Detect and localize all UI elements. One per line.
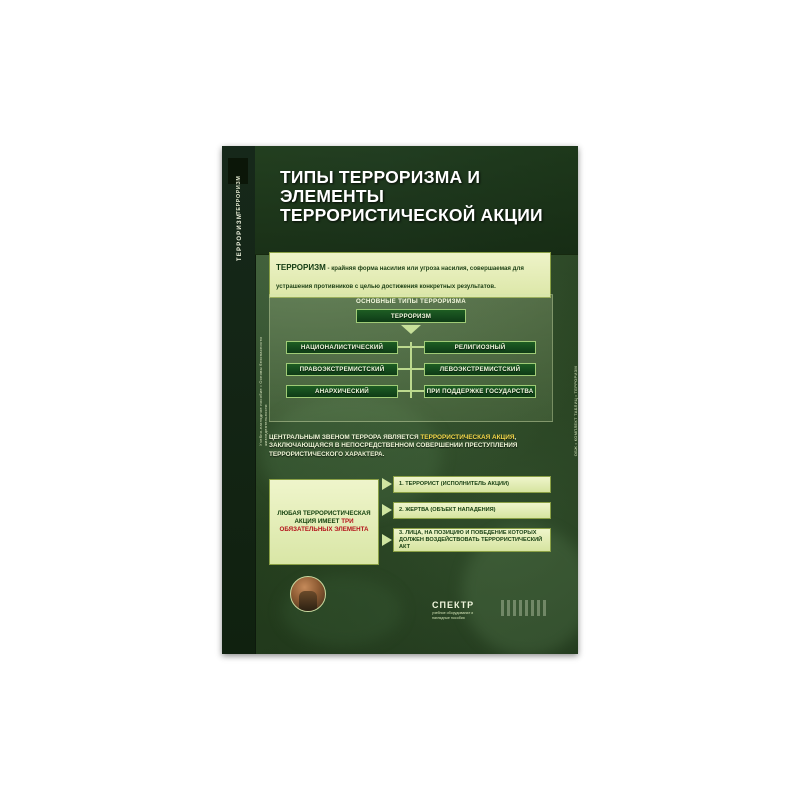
poster (222, 146, 578, 654)
definition-box (269, 252, 551, 298)
side-note-left: Учебно-наглядное пособие • Основы безопасности жизнедеятельности (258, 336, 268, 446)
central-lead: ЦЕНТРАЛЬНЫМ ЗВЕНОМ ТЕРРОРА ЯВЛЯЕТСЯ (269, 434, 421, 441)
scheme-node-state-supported: ПРИ ПОДДЕРЖКЕ ГОСУДАРСТВА (424, 385, 536, 398)
scheme-node-religious: РЕЛИГИОЗНЫЙ (424, 341, 536, 354)
arrow-right-icon (382, 478, 392, 490)
scheme-title: ОСНОВНЫЕ ТИПЫ ТЕРРОРИЗМА (355, 298, 467, 305)
arrow-down-icon (401, 325, 421, 334)
scheme-connector (398, 346, 412, 348)
scheme-node-anarchic: АНАРХИЧЕСКИЙ (286, 385, 398, 398)
scheme-node-nationalist: НАЦИОНАЛИСТИЧЕСКИЙ (286, 341, 398, 354)
spine-main-label: ТЕРРОРИЗМ (237, 212, 243, 262)
definition-text: - крайняя форма насилия или угроза насилия, совершаемая для устрашения противников с целью достижения конкретных результатов. (276, 265, 524, 290)
elements-intro-card (269, 479, 379, 565)
scheme-node-right-extremist: ПРАВОЭКСТРЕМИСТСКИЙ (286, 363, 398, 376)
page-title: ТИПЫ ТЕРРОРИЗМА И ЭЛЕМЕНТЫ ТЕРРОРИСТИЧЕСКОЙ АКЦИИ (280, 167, 543, 225)
publisher-brand (432, 600, 547, 622)
brand-name: СПЕКТР (432, 600, 475, 610)
scheme-connector (398, 390, 412, 392)
scheme-root-node: ТЕРРОРИЗМ (356, 309, 466, 323)
elements-intro-accent: ТРИ ОБЯЗАТЕЛЬНЫХ ЭЛЕМЕНТА (279, 518, 369, 533)
photo-circle (290, 576, 326, 612)
central-statement (269, 434, 551, 459)
element-item-victim: 2. ЖЕРТВА (ОБЪЕКТ НАПАДЕНИЯ) (393, 502, 551, 519)
poster-header (255, 146, 578, 255)
elements-intro-line1: ЛЮБАЯ ТЕРРОРИСТИЧЕСКАЯ АКЦИЯ ИМЕЕТ (277, 510, 371, 525)
central-tail: , ЗАКЛЮЧАЮЩАЯСЯ В НЕПОСРЕДСТВЕННОМ СОВЕРШЕНИИ ПРЕСТУПЛЕНИЯ ТЕРРОРИСТИЧЕСКОГО ХАРАКТЕРА. (269, 434, 518, 458)
element-item-terrorist: 1. ТЕРРОРИСТ (ИСПОЛНИТЕЛЬ АКЦИИ) (393, 476, 551, 493)
scheme-node-left-extremist: ЛЕВОЭКСТРЕМИСТСКИЙ (424, 363, 536, 376)
elements-section (269, 476, 551, 568)
central-highlight: ТЕРРОРИСТИЧЕСКАЯ АКЦИЯ (420, 434, 515, 441)
brand-subtitle: учебное оборудование и наглядные пособия (432, 611, 474, 620)
poster-spine (222, 146, 256, 654)
arrow-right-icon (382, 534, 392, 546)
scheme-connector (398, 368, 412, 370)
types-scheme (269, 294, 553, 422)
element-item-audience: 3. ЛИЦА, НА ПОЗИЦИЮ И ПОВЕДЕНИЕ КОТОРЫХ ДОЛЖЕН ВОЗДЕЙСТВОВАТЬ ТЕРРОРИСТИЧЕСКИЙ АКТ (393, 528, 551, 552)
spine-top-label: ТЕРРОРИЗМ (236, 175, 242, 215)
brand-decoration (501, 600, 547, 616)
arrow-right-icon (382, 504, 392, 516)
side-note-right: ОБЖ • КОМПЛЕКТ ТАБЛИЦ • ТЕРРОРИЗМ (573, 366, 578, 457)
definition-term: ТЕРРОРИЗМ (276, 263, 326, 272)
